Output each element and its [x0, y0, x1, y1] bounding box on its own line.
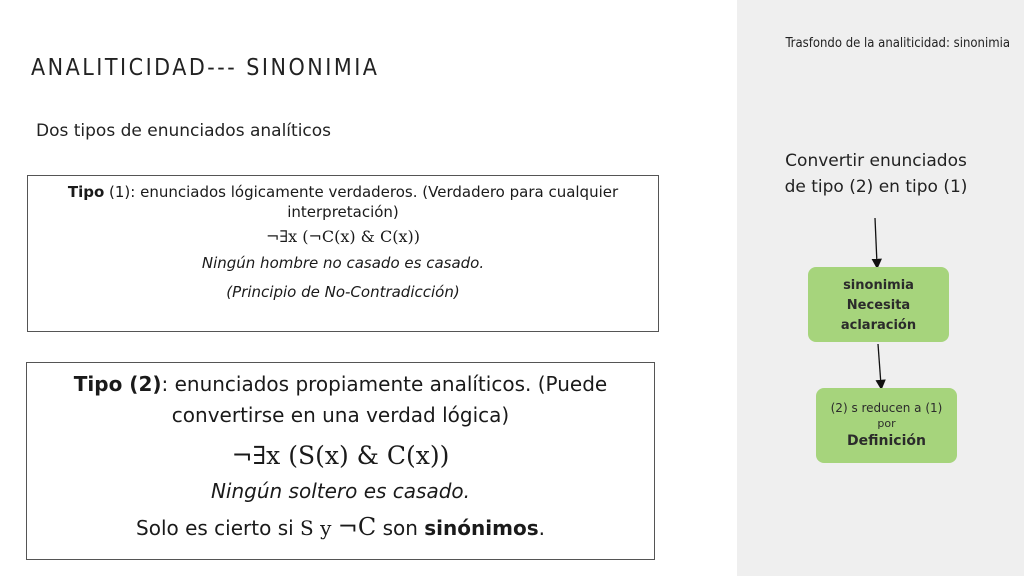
flow-box-a-line-3: aclaración — [840, 318, 917, 333]
type2-formula: ¬∃x (S(x) & C(x)) — [231, 441, 450, 470]
slide-title: ANALITICIDAD--- SINONIMIA — [31, 55, 380, 81]
type1-text: (1): enunciados lógicamente verdaderos. (Verdadero para cualquier interpretación) — [104, 183, 619, 221]
arrow-1 — [875, 218, 877, 264]
condition-end: . — [538, 516, 545, 540]
type2-example: Ningún soltero es casado. — [210, 479, 471, 503]
condition-pre: Solo es cierto si — [136, 516, 301, 540]
flow-box-sinonimia — [808, 267, 949, 342]
arrow-2 — [878, 344, 881, 385]
convert-line-1: Convertir enunciados — [785, 151, 967, 171]
subtitle: Dos tipos de enunciados analíticos — [36, 121, 332, 141]
flow-box-b-line-1: (2) s reducen a (1) — [830, 401, 943, 415]
type1-example: Ningún hombre no casado es casado. — [201, 254, 485, 272]
type1-label: Tipo — [67, 183, 105, 201]
flow-box-definicion — [816, 388, 957, 463]
type2-label: Tipo (2) — [73, 372, 162, 396]
flow-box-b-line-2: por — [877, 417, 896, 430]
condition-bold: sinónimos — [424, 516, 539, 540]
type1-principle: (Principio de No-Contradicción) — [226, 283, 460, 301]
type1-formula: ¬∃x (¬C(x) & C(x)) — [266, 227, 420, 246]
type2-text: : enunciados propiamente analíticos. (Puede convertirse en una verdad lógica) — [161, 372, 608, 427]
flow-box-a-line-1: sinonimia — [843, 278, 914, 293]
condition-c: ¬C — [337, 513, 377, 541]
convert-line-2: de tipo (2) en tipo (1) — [784, 177, 968, 197]
condition-s: S y — [300, 516, 338, 540]
condition-mid: son — [376, 516, 425, 540]
flow-box-a-line-2: Necesita — [846, 298, 911, 313]
side-header: Trasfondo de la analiticidad: sinonimia — [785, 36, 1010, 51]
flow-box-b-line-3: Definición — [847, 433, 926, 449]
